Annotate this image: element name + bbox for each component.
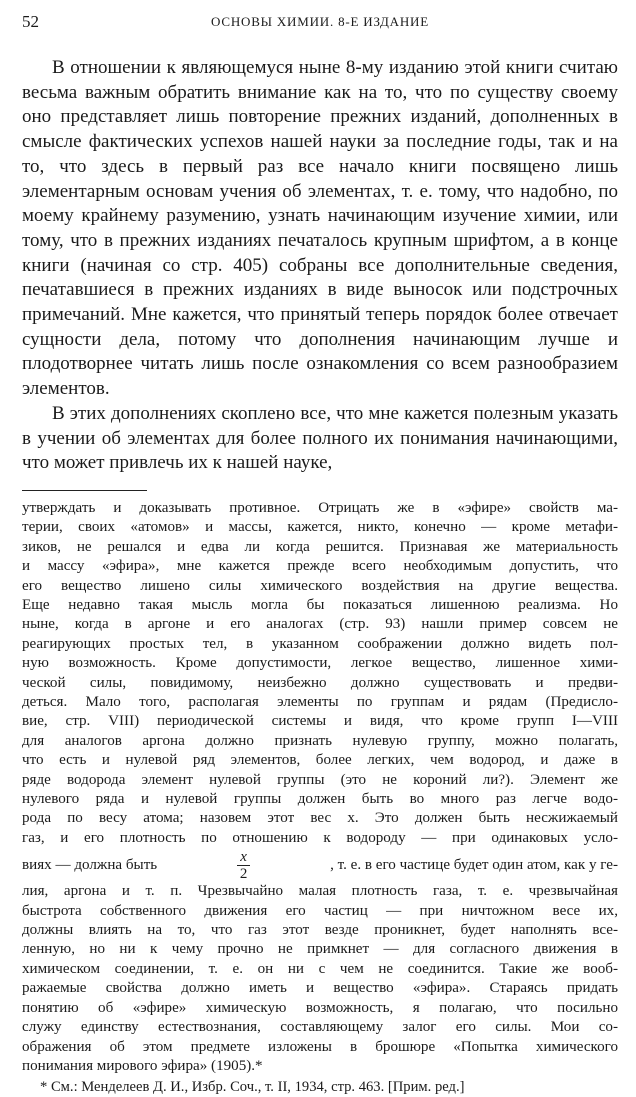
footnote-line: для аналогов аргона должно признать нулевую группу, можно полагать, xyxy=(22,732,618,749)
footnote-block-before xyxy=(22,499,618,848)
footnote-line: терии, своих «атомов» и массы, кажется, никто, конечно — кроме метафи- xyxy=(22,519,618,536)
footnote-line: ленную, но ни к чему прочно не примкнет — для согласного движения в xyxy=(22,941,618,958)
footnote-line: химическом соединении, т. е. он ни с чем не соединится. Такие же вооб- xyxy=(22,960,618,977)
footnote-line: быстрота собственного движения его частиц — при ничтожном весе их, xyxy=(22,902,618,919)
footnote-line: понятию об «эфире» химическую возможность, я полагаю, что посильно xyxy=(22,999,618,1016)
editor-note: * См.: Менделеев Д. И., Избр. Соч., т. II, 1934, стр. 463. [Прим. ред.] xyxy=(40,1079,465,1096)
page-number: 52 xyxy=(22,12,39,31)
footnote-block-after xyxy=(22,882,618,1076)
footnote xyxy=(22,499,618,1076)
footnote-line: зиков, не решался и едва ли когда решится. Признавая же материальность xyxy=(22,538,618,555)
footnote-line: реагирующих простых тел, в указанном соображении должно видеть пол- xyxy=(22,635,618,652)
book-page xyxy=(22,10,618,1097)
paragraph-2: В этих дополнениях скоплено все, что мне кажется полезным указать в учении об элементах для более полного их понимания начинающими, что может привлечь их к нашей науке, xyxy=(22,402,618,474)
footnote-line: его вещество лишено силы химического воздействия на другие вещества. xyxy=(22,577,618,594)
footnote-line: деться. Мало того, располагая элементы по группам и рядам (Предисло- xyxy=(22,694,618,711)
footnote-line: рода по весу атома; назовем этот вес x. Это должен быть несжижаемый xyxy=(22,810,618,827)
footnote-line: и массу «эфира», мне кажется прежде всего необходимым допустить, что xyxy=(22,558,618,575)
running-title: ОСНОВЫ ХИМИИ. 8-Е ИЗДАНИЕ xyxy=(211,14,429,29)
footnote-divider xyxy=(22,490,147,491)
footnote-line: должны влиять на то, что газ этот везде проникнет, будет наполнять все- xyxy=(22,922,618,939)
footnote-line: что есть и нулевой ряд элементов, более легких, чем водород, и даже в xyxy=(22,752,618,769)
footnote-line: ражаемые свойства должно иметь и вещество «эфира». Стараясь придать xyxy=(22,980,618,997)
fraction-denominator: 2 xyxy=(239,865,248,882)
footnote-fraction-line xyxy=(22,848,618,882)
footnote-line: вие, стр. VIII) периодической системы и видя, что кроме групп I—VIII xyxy=(22,713,618,730)
fraction-x-over-2 xyxy=(237,849,251,882)
footnote-line: ную возможность. Кроме допустимости, легкое вещество, лишенное хими- xyxy=(22,655,618,672)
paragraph-1: В отношении к являющемуся ныне 8-му изданию этой книги считаю весьма важным обратить внимание как на то, что по существу своему оно представляет лишь повторение прежних изданий, дополненных в смысле фактических успехов нашей науки за последние годы, так и на то, что здесь в первый раз все начало книги посвящено лишь элементарным основам учения об элементах, т. е. тому, что надобно, по моему крайнему разумению, узнать начинающим изучение химии, или тому, что в прежних изданиях печаталось крупным шрифтом, а в конце книги (начиная со стр. 405) собраны все дополнительные сведения, печатавшиеся в прежних изданиях в виде выносок или подстрочных примечаний. Мне кажется, что принятый теперь порядок более отвечает сущности дела, потому что дополнения начинающим лучше и плодотворнее читать лишь после ознакомления со всем разнообразием элементов. xyxy=(22,57,618,400)
footnote-line: ческой силы, повидимому, неизбежно должно существовать и предви- xyxy=(22,674,618,691)
footnote-line: утверждать и доказывать противное. Отрицать же в «эфире» свойств ма- xyxy=(22,499,618,516)
footnote-line: ныне, когда в аргоне и его аналогах (стр. 93) нашли пример совсем не xyxy=(22,616,618,633)
footnote-line: газ, и его плотность по отношению к водороду — при одинаковых усло- xyxy=(22,829,618,846)
fraction-numerator: x xyxy=(237,849,250,866)
fraction-line-before: виях — должна быть xyxy=(22,856,158,873)
main-text xyxy=(22,56,618,476)
footnote-line: Еще недавно такая мысль могла бы показаться лишенною реализма. Но xyxy=(22,596,618,613)
page-header xyxy=(22,10,618,34)
footnote-line: ображения об этом предмете изложены в брошюре «Попытка химического xyxy=(22,1038,618,1055)
footnote-line: понимания мирового эфира» (1905).* xyxy=(22,1057,263,1074)
footnote-line: служу единству естествознания, составляющему залог его силы. Мои со- xyxy=(22,1019,618,1036)
fraction-line-after: , т. е. в его частице будет один атом, как у ге- xyxy=(330,856,618,873)
footnote-line: нулевого ряда и нулевой группы должен быть во много раз легче водо- xyxy=(22,791,618,808)
footnote-line: ряде водорода элемент нулевой группы (это не короний ли?). Элемент же xyxy=(22,771,618,788)
footnote-line: лия, аргона и т. п. Чрезвычайно малая плотность газа, т. е. чрезвычайная xyxy=(22,883,618,900)
